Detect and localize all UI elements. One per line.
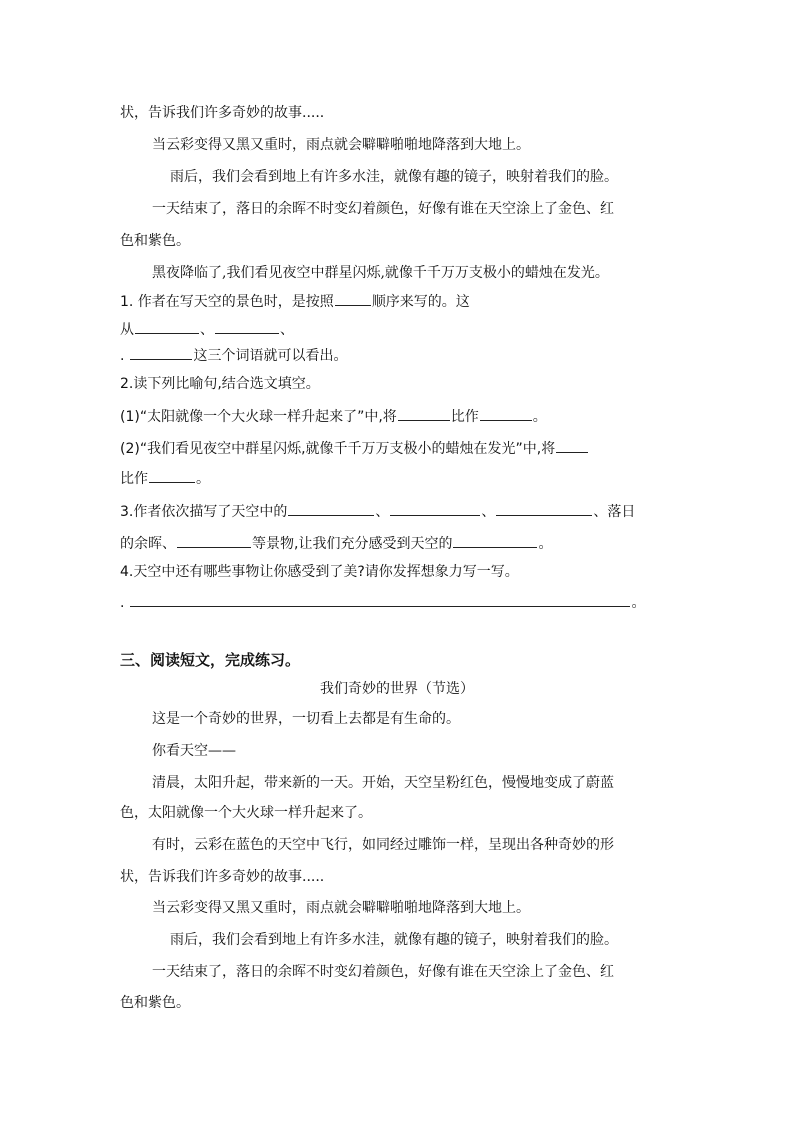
- question-text: 从: [120, 322, 134, 338]
- passage-line: 当云彩变得又黑又重时，雨点就会噼噼啪啪地降落到大地上。: [152, 137, 530, 153]
- passage-line: 这是一个奇妙的世界，一切看上去都是有生命的。: [152, 711, 460, 727]
- answer-blank[interactable]: [390, 501, 480, 516]
- answer-blank[interactable]: [480, 406, 532, 421]
- passage-line: 雨后，我们会看到地上有许多水洼，就像有趣的镜子，映射着我们的脸。: [170, 932, 618, 948]
- answer-blank[interactable]: [556, 438, 588, 453]
- question-3: [120, 501, 635, 522]
- period-mark: 。: [196, 471, 210, 487]
- answer-blank[interactable]: [135, 319, 199, 334]
- passage-line: 当云彩变得又黑又重时，雨点就会噼噼啪啪地降落到大地上。: [152, 900, 530, 916]
- question-text: 等景物,让我们充分感受到天空的: [252, 536, 453, 552]
- period-mark: 。: [532, 409, 547, 425]
- passage-line: 雨后，我们会看到地上有许多水洼，就像有趣的镜子，映射着我们的脸。: [170, 169, 618, 185]
- answer-blank[interactable]: [130, 345, 192, 360]
- passage-line: 状，告诉我们许多奇妙的故事.....: [120, 869, 325, 885]
- separator: 、: [481, 504, 496, 520]
- question-text: 的余晖、: [120, 536, 176, 552]
- question-3-line2: [120, 533, 552, 554]
- passage-line: 状，告诉我们许多奇妙的故事.....: [120, 105, 325, 121]
- dot-mark: .: [120, 595, 125, 611]
- passage-line: 有时，云彩在蓝色的天空中飞行，如同经过雕饰一样，呈现出各种奇妙的形: [152, 837, 614, 853]
- passage-line: 一天结束了，落日的余晖不时变幻着颜色，好像有谁在天空涂上了金色、红: [152, 964, 614, 980]
- dot-mark: .: [120, 348, 125, 364]
- answer-blank[interactable]: [288, 501, 374, 516]
- passage-line: 色，太阳就像一个大火球一样升起来了。: [120, 805, 372, 821]
- section-heading: 三、阅读短文，完成练习。: [120, 651, 301, 669]
- answer-blank[interactable]: [335, 291, 371, 306]
- passage-line: 黑夜降临了,我们看见夜空中群星闪烁,就像千千万万支极小的蜡烛在发光。: [152, 265, 609, 281]
- answer-blank[interactable]: [177, 533, 251, 548]
- question-text: (1)“太阳就像一个大火球一样升起来了”中,将: [120, 409, 397, 425]
- separator: 、: [375, 504, 390, 520]
- passage-title: 我们奇妙的世界（节选）: [320, 681, 474, 697]
- question-2-2-line2: [120, 468, 210, 489]
- question-text: (2)“我们看见夜空中群星闪烁,就像千千万万支极小的蜡烛在发光”中,将: [120, 441, 556, 457]
- passage-line: 色和紫色。: [120, 995, 190, 1011]
- answer-blank[interactable]: [496, 501, 592, 516]
- passage-line: 一天结束了，落日的余晖不时变幻着颜色，好像有谁在天空涂上了金色、红: [152, 201, 614, 217]
- question-2-2: [120, 438, 589, 459]
- question-1-text: 1. 作者在写天空的景色时，是按照: [120, 294, 334, 310]
- question-text: 这三个词语就可以看出。: [193, 348, 348, 364]
- question-text: 、落日: [593, 504, 636, 520]
- answer-blank[interactable]: [453, 533, 537, 548]
- period-mark: 。: [631, 595, 646, 611]
- question-2: 2.读下列比喻句,结合选文填空。: [120, 376, 320, 392]
- question-text: 3.作者依次描写了天空中的: [120, 504, 288, 520]
- separator: 、: [200, 322, 214, 338]
- question-text: 比作: [450, 409, 479, 425]
- answer-blank[interactable]: [398, 406, 450, 421]
- question-1-text: 顺序来写的。这: [371, 294, 470, 310]
- question-4-answer: [120, 592, 645, 613]
- passage-line: 色和紫色。: [120, 233, 190, 249]
- question-text: 比作: [120, 471, 148, 487]
- period-mark: 。: [538, 536, 553, 552]
- question-1-line2: [120, 319, 294, 340]
- answer-blank[interactable]: [215, 319, 279, 334]
- passage-line: 你看天空——: [152, 743, 236, 759]
- separator: 、: [280, 322, 294, 338]
- answer-blank[interactable]: [149, 468, 195, 483]
- question-1-line3: [120, 345, 347, 366]
- question-1: [120, 291, 470, 312]
- question-4: 4.天空中还有哪些事物让你感受到了美?请你发挥想象力写一写。: [120, 564, 519, 580]
- answer-line[interactable]: [130, 592, 630, 607]
- passage-line: 清晨，太阳升起，带来新的一天。开始，天空呈粉红色，慢慢地变成了蔚蓝: [152, 775, 614, 791]
- question-2-1: [120, 406, 547, 427]
